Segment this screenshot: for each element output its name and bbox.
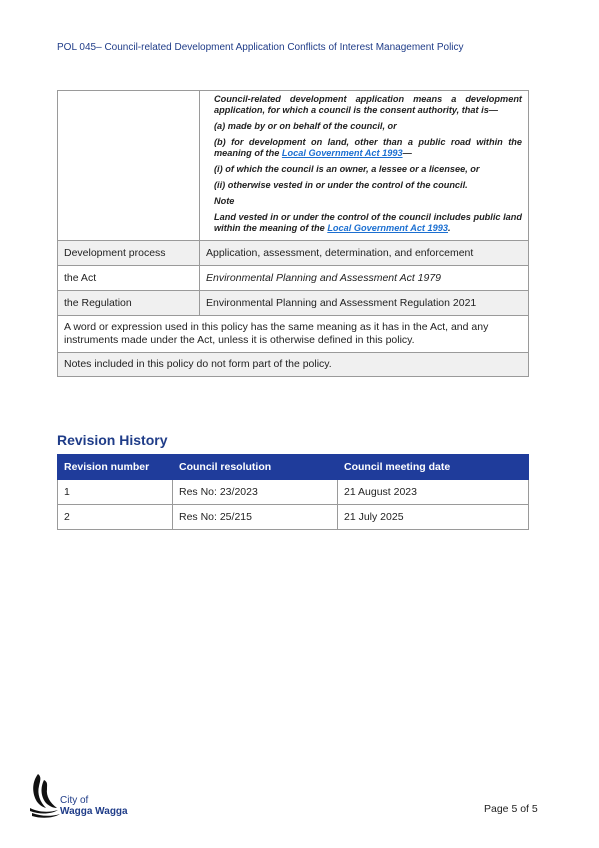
revision-header-row xyxy=(58,455,529,480)
term-cell: Development process xyxy=(58,241,200,266)
meeting-date-cell: 21 July 2025 xyxy=(338,505,529,530)
document-header: POL 045– Council-related Development Application Conflicts of Interest Management Policy xyxy=(57,42,464,53)
definition-row xyxy=(58,241,529,266)
definition-suffix: — xyxy=(402,148,412,158)
definition-cell: Environmental Planning and Assessment Act 1979 xyxy=(200,266,529,291)
note-cell: A word or expression used in this policy has the same meaning as it has in the Act, and any instruments made under the Act, unless it is otherwise defined in this policy. xyxy=(58,316,529,353)
city-logo-text xyxy=(60,795,128,817)
note-row xyxy=(58,316,529,353)
definition-text: (b) for development on land, other than a public road within the meaning of the xyxy=(214,137,522,158)
logo-line1: City of xyxy=(60,795,89,806)
resolution-cell: Res No: 25/215 xyxy=(173,505,338,530)
definition-row-council-related xyxy=(58,91,529,241)
header-council-meeting-date: Council meeting date xyxy=(338,455,529,480)
definition-para: (i) of which the council is an owner, a lessee or a licensee, or xyxy=(214,164,480,174)
definition-para: (ii) otherwise vested in or under the control of the council. xyxy=(214,180,468,190)
local-government-act-link[interactable]: Local Government Act 1993 xyxy=(327,223,448,233)
definition-suffix: . xyxy=(447,223,451,233)
note-row xyxy=(58,353,529,377)
definition-cell: Application, assessment, determination, and enforcement xyxy=(200,241,529,266)
meeting-date-cell: 21 August 2023 xyxy=(338,480,529,505)
resolution-cell: Res No: 23/2023 xyxy=(173,480,338,505)
definition-para: Council-related development application means a development application, for which a council is the consent authority, that is— xyxy=(214,94,522,115)
definition-para xyxy=(214,212,522,234)
definition-para xyxy=(214,137,522,159)
logo-line2: Wagga Wagga xyxy=(60,806,128,817)
definition-row xyxy=(58,291,529,316)
note-cell: Notes included in this policy do not form part of the policy. xyxy=(58,353,529,377)
term-cell: the Regulation xyxy=(58,291,200,316)
term-cell-empty xyxy=(58,91,200,241)
revision-number-cell: 1 xyxy=(58,480,173,505)
definition-cell: Environmental Planning and Assessment Regulation 2021 xyxy=(200,291,529,316)
revision-history-title: Revision History xyxy=(57,432,168,448)
header-revision-number: Revision number xyxy=(58,455,173,480)
revision-table xyxy=(57,454,529,530)
term-cell: the Act xyxy=(58,266,200,291)
definition-text: Land vested in or under the control of the council includes public land within the meaning of the xyxy=(214,212,522,233)
revision-number-cell: 2 xyxy=(58,505,173,530)
definition-para: (a) made by or on behalf of the council, or xyxy=(214,121,397,131)
table-row xyxy=(58,480,529,505)
header-council-resolution: Council resolution xyxy=(173,455,338,480)
definition-cell-council-related xyxy=(200,91,529,241)
table-row xyxy=(58,505,529,530)
note-heading: Note xyxy=(214,196,235,206)
page-number: Page 5 of 5 xyxy=(484,803,538,815)
definition-row xyxy=(58,266,529,291)
definitions-table xyxy=(57,90,529,377)
local-government-act-link[interactable]: Local Government Act 1993 xyxy=(281,148,403,158)
